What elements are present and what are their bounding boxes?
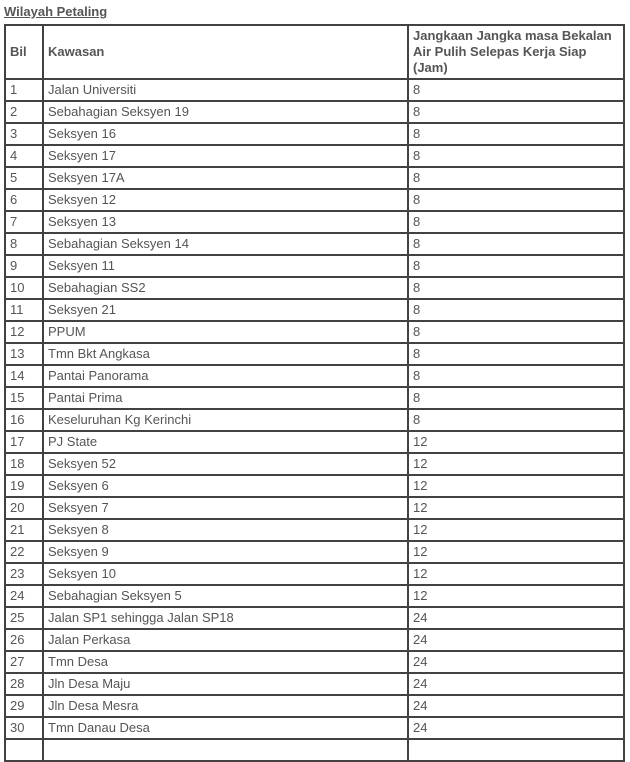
cell-kawasan: Seksyen 8 [43,519,408,541]
table-row [5,673,624,695]
cell-kawasan: Sebahagian Seksyen 14 [43,233,408,255]
cell-bil: 4 [5,145,43,167]
cell-bil: 23 [5,563,43,585]
cell-kawasan: Seksyen 11 [43,255,408,277]
cell-bil: 15 [5,387,43,409]
cell-duration: 12 [408,563,624,585]
cell-kawasan: Tmn Danau Desa [43,717,408,739]
column-header-bil: Bil [5,25,43,79]
table-row [5,211,624,233]
cell-bil: 19 [5,475,43,497]
cell-duration: 8 [408,409,624,431]
table-row [5,453,624,475]
cell-kawasan: Seksyen 17A [43,167,408,189]
table-row-partial [5,739,624,761]
cell-duration: 8 [408,189,624,211]
header-row [5,25,624,79]
table-row [5,101,624,123]
table-row [5,431,624,453]
table-row [5,409,624,431]
cell-duration: 24 [408,717,624,739]
cell-duration: 8 [408,79,624,101]
cell-bil: 22 [5,541,43,563]
cell-kawasan: Jalan SP1 sehingga Jalan SP18 [43,607,408,629]
cell-kawasan: Seksyen 12 [43,189,408,211]
table-row [5,475,624,497]
cell-bil: 9 [5,255,43,277]
cell-duration: 8 [408,145,624,167]
cell-bil: 20 [5,497,43,519]
cell-kawasan: Sebahagian Seksyen 19 [43,101,408,123]
cell-bil: 8 [5,233,43,255]
cell-kawasan: PPUM [43,321,408,343]
cell-bil: 24 [5,585,43,607]
cell-bil: 28 [5,673,43,695]
cell-kawasan: Sebahagian Seksyen 5 [43,585,408,607]
cell-duration: 24 [408,673,624,695]
table-row [5,365,624,387]
table-row [5,695,624,717]
cell-duration: 8 [408,299,624,321]
cell-bil: 3 [5,123,43,145]
cell-kawasan: Keseluruhan Kg Kerinchi [43,409,408,431]
cell-duration: 12 [408,497,624,519]
cell-duration: 8 [408,123,624,145]
cell-kawasan: Tmn Bkt Angkasa [43,343,408,365]
cell-duration: 24 [408,695,624,717]
cell-duration: 8 [408,233,624,255]
cell-bil: 1 [5,79,43,101]
cell-duration: 8 [408,101,624,123]
table-row [5,299,624,321]
table-row [5,167,624,189]
cell-kawasan: Seksyen 6 [43,475,408,497]
cell-empty [5,739,43,761]
cell-bil: 18 [5,453,43,475]
cell-duration: 12 [408,453,624,475]
cell-kawasan: Tmn Desa [43,651,408,673]
table-body [5,79,624,761]
cell-duration: 12 [408,585,624,607]
cell-bil: 27 [5,651,43,673]
cell-bil: 11 [5,299,43,321]
cell-kawasan: Jln Desa Maju [43,673,408,695]
cell-empty [408,739,624,761]
table-row [5,541,624,563]
column-header-kawasan: Kawasan [43,25,408,79]
cell-bil: 25 [5,607,43,629]
cell-duration: 8 [408,167,624,189]
page-title: Wilayah Petaling [4,4,108,19]
table-row [5,255,624,277]
cell-kawasan: Seksyen 10 [43,563,408,585]
cell-duration: 8 [408,321,624,343]
cell-bil: 16 [5,409,43,431]
table-row [5,497,624,519]
table-row [5,123,624,145]
cell-bil: 5 [5,167,43,189]
cell-duration: 12 [408,519,624,541]
table-row [5,79,624,101]
cell-duration: 8 [408,211,624,233]
cell-bil: 13 [5,343,43,365]
table-row [5,321,624,343]
cell-kawasan: Seksyen 9 [43,541,408,563]
table-row [5,629,624,651]
cell-kawasan: Jalan Universiti [43,79,408,101]
table-row [5,519,624,541]
cell-bil: 30 [5,717,43,739]
cell-kawasan: Seksyen 17 [43,145,408,167]
cell-bil: 21 [5,519,43,541]
table-row [5,145,624,167]
cell-duration: 12 [408,475,624,497]
cell-kawasan: PJ State [43,431,408,453]
cell-kawasan: Pantai Panorama [43,365,408,387]
table-row [5,189,624,211]
cell-bil: 14 [5,365,43,387]
cell-kawasan: Seksyen 21 [43,299,408,321]
table-row [5,607,624,629]
cell-duration: 8 [408,387,624,409]
cell-kawasan: Jln Desa Mesra [43,695,408,717]
table-row [5,651,624,673]
cell-bil: 6 [5,189,43,211]
cell-kawasan: Seksyen 16 [43,123,408,145]
cell-duration: 24 [408,651,624,673]
cell-duration: 8 [408,277,624,299]
table-row [5,717,624,739]
cell-kawasan: Seksyen 52 [43,453,408,475]
column-header-duration: Jangkaan Jangka masa Bekalan Air Pulih Selepas Kerja Siap (Jam) [408,25,624,79]
cell-bil: 2 [5,101,43,123]
table-row [5,563,624,585]
cell-duration: 24 [408,629,624,651]
cell-kawasan: Sebahagian SS2 [43,277,408,299]
water-restoration-table [4,24,625,762]
cell-kawasan: Jalan Perkasa [43,629,408,651]
cell-duration: 24 [408,607,624,629]
cell-empty [43,739,408,761]
cell-duration: 8 [408,343,624,365]
cell-duration: 12 [408,431,624,453]
cell-duration: 8 [408,255,624,277]
cell-kawasan: Pantai Prima [43,387,408,409]
table-row [5,277,624,299]
table-row [5,387,624,409]
cell-bil: 17 [5,431,43,453]
cell-bil: 26 [5,629,43,651]
table-header [5,25,624,79]
table-row [5,585,624,607]
cell-bil: 10 [5,277,43,299]
table-row [5,233,624,255]
cell-bil: 29 [5,695,43,717]
cell-kawasan: Seksyen 7 [43,497,408,519]
cell-kawasan: Seksyen 13 [43,211,408,233]
cell-duration: 8 [408,365,624,387]
table-row [5,343,624,365]
cell-duration: 12 [408,541,624,563]
cell-bil: 7 [5,211,43,233]
cell-bil: 12 [5,321,43,343]
